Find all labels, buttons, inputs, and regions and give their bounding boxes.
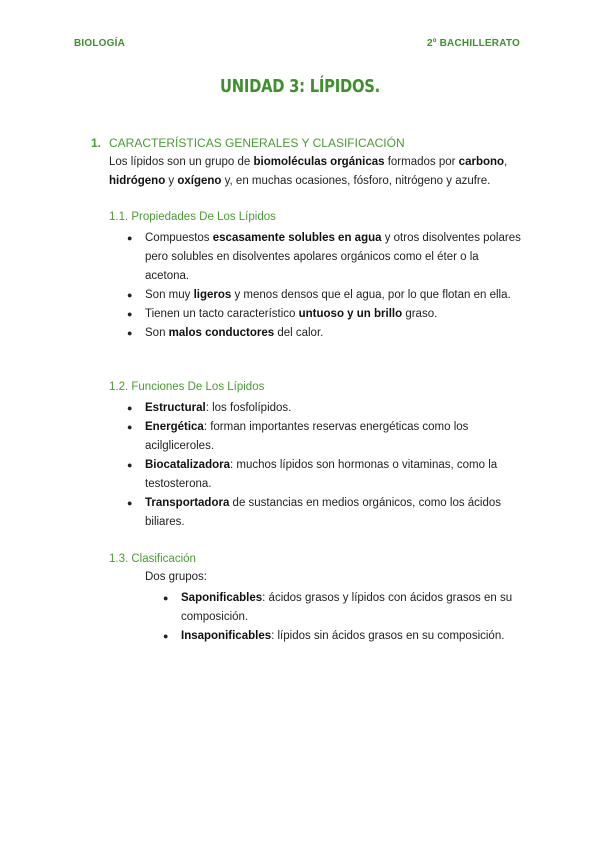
intro-text: , (504, 156, 508, 168)
header-course: 2º BACHILLERATO (427, 38, 520, 49)
intro-bold: carbono (458, 156, 505, 168)
list-item (127, 286, 522, 305)
properties-list (127, 229, 522, 343)
item-text: : lípidos sin ácidos grasos en su composición. (271, 630, 505, 642)
item-text: del calor. (274, 327, 324, 339)
intro-bold: oxígeno (177, 175, 222, 187)
item-text: Compuestos (145, 232, 213, 244)
intro-bold: hidrógeno (109, 175, 166, 187)
item-text: : muchos lípidos son hormonas o vitaminas, como la testosterona. (145, 459, 498, 490)
list-item (127, 229, 522, 286)
subsection-1-3-heading: 1.3. Clasificación (109, 553, 196, 565)
item-bold: ligeros (193, 289, 232, 301)
intro-text: y (165, 175, 178, 187)
item-bold: Transportadora (145, 497, 230, 509)
subsection-1-2-heading: 1.2. Funciones De Los Lípidos (109, 381, 265, 393)
item-bold: Energética (145, 421, 204, 433)
intro-text: formados por (384, 156, 459, 168)
item-text: y menos densos que el agua, por lo que flotan en ella. (231, 289, 511, 301)
item-text: de sustancias en medios orgánicos, como los ácidos biliares. (145, 497, 502, 528)
item-bold: malos conductores (168, 327, 275, 339)
item-bold: Estructural (145, 402, 206, 414)
item-bold: untuoso y un brillo (298, 308, 403, 320)
list-item (127, 418, 522, 456)
classification-intro: Dos grupos: (145, 571, 208, 583)
item-text: Tienen un tacto característico (145, 308, 299, 320)
list-item (163, 589, 525, 627)
list-item (127, 456, 522, 494)
subsection-1-1-heading: 1.1. Propiedades De Los Lípidos (109, 211, 276, 223)
item-bold: Insaponificables (181, 630, 272, 642)
header-subject: BIOLOGÍA (74, 38, 126, 49)
list-item (127, 324, 522, 343)
item-text: Son muy (145, 289, 194, 301)
list-item (163, 627, 525, 646)
functions-list (127, 399, 522, 532)
intro-text: y, en muchas ocasiones, fósforo, nitrógeno y azufre. (221, 175, 491, 187)
item-text: y otros disolventes polares pero solubles en disolventes apolares orgánicos como el éter o la acetona. (145, 232, 521, 282)
item-text: : los fosfolípidos. (205, 402, 292, 414)
intro-text: Los lípidos son un grupo de (109, 156, 254, 168)
section-1-number: 1. (91, 136, 102, 150)
section-1-title: CARACTERÍSTICAS GENERALES Y CLASIFICACIÓN (109, 136, 405, 150)
item-bold: escasamente solubles en agua (212, 232, 382, 244)
section-1-heading (91, 136, 405, 150)
list-item (127, 399, 522, 418)
item-bold: Biocatalizadora (145, 459, 230, 471)
item-text: : forman importantes reservas energéticas como los acilgliceroles. (145, 421, 469, 452)
classification-list (163, 589, 525, 646)
item-text: Son (145, 327, 169, 339)
item-text: graso. (402, 308, 438, 320)
list-item (127, 305, 522, 324)
section-1-intro (109, 153, 529, 191)
intro-bold: biomoléculas orgánicas (253, 156, 385, 168)
page-title: UNIDAD 3: LÍPIDOS. (219, 76, 381, 97)
item-text: : ácidos grasos y lípidos con ácidos grasos en su composición. (181, 592, 513, 623)
item-bold: Saponificables (181, 592, 263, 604)
list-item (127, 494, 522, 532)
